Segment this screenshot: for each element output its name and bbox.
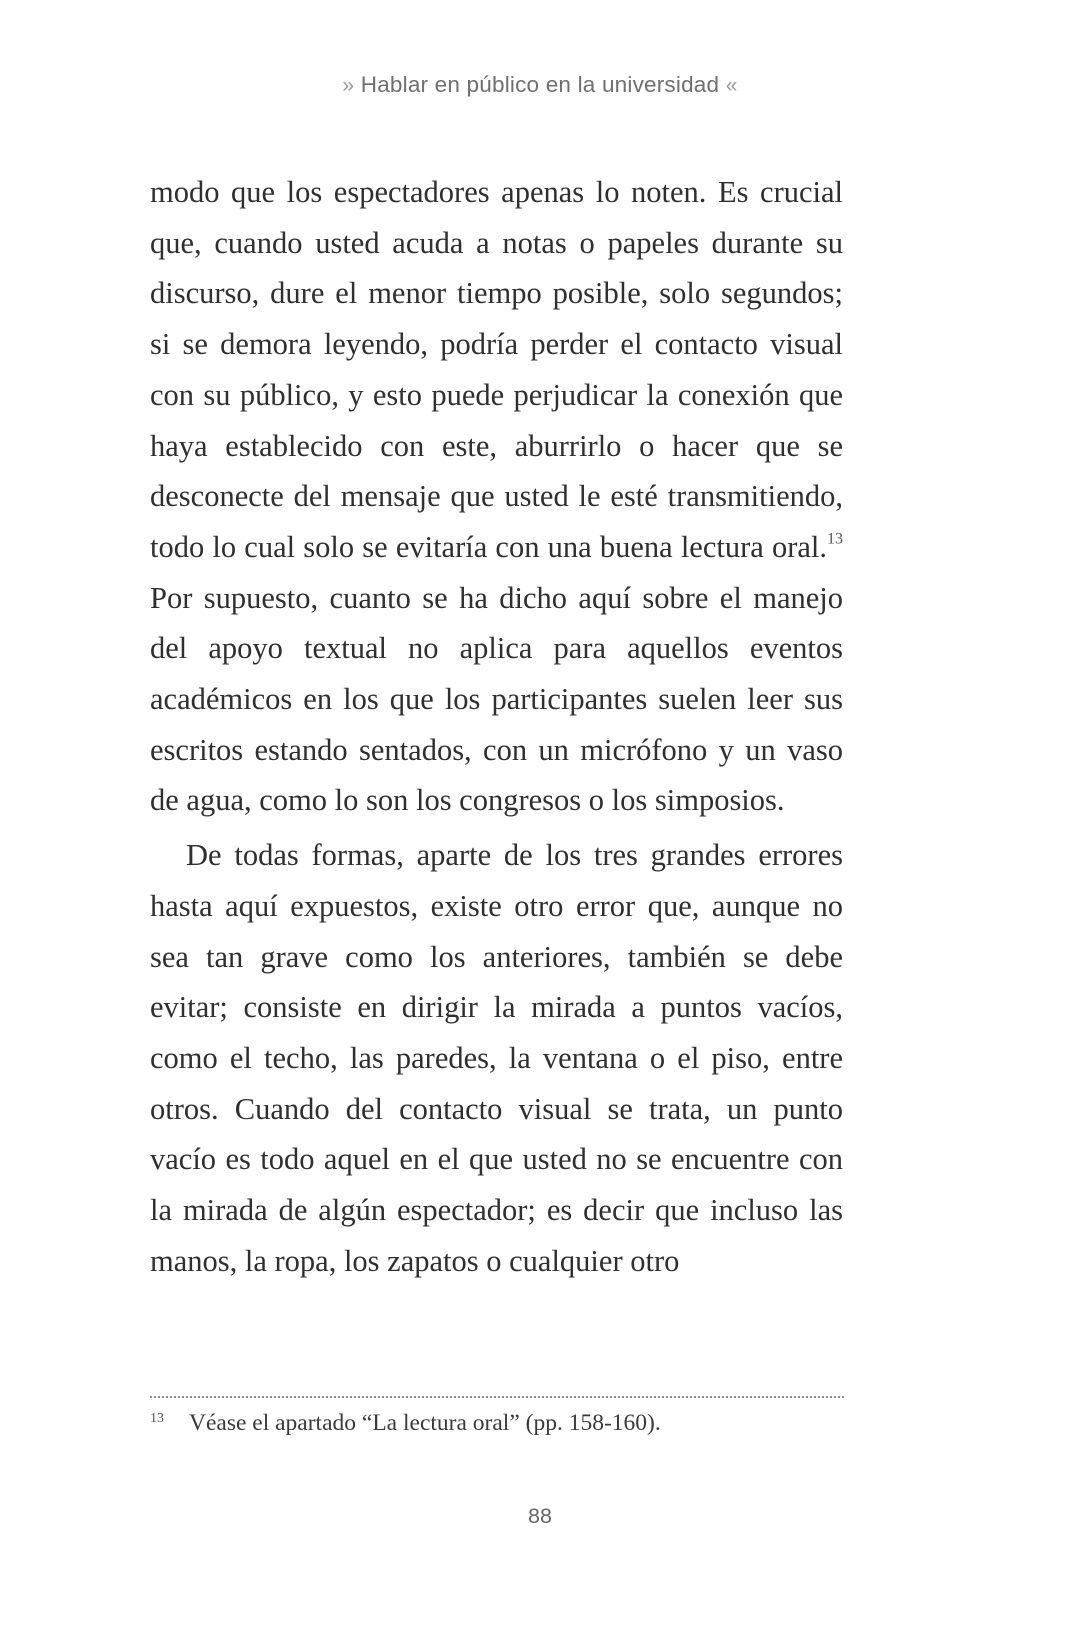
running-head <box>0 72 1080 98</box>
paragraph-1 <box>150 167 843 826</box>
running-head-close-mark: « <box>725 74 738 97</box>
paragraph-1-text-a: modo que los espectadores apenas lo noten. Es crucial que, cuando usted acuda a notas o papeles durante su discurso, dure el menor tiempo posible, solo segundos; si se demora leyendo, podría perder el contacto visual con su público, y esto puede perjudicar la conexión que haya establecido con este, aburrirlo o hacer que se desconecte del mensaje que usted le esté transmitiendo, todo lo cual solo se evitaría con una buena lectura oral. <box>150 175 843 564</box>
body-text <box>150 167 843 1286</box>
footnote-reference[interactable]: 13 <box>827 530 843 548</box>
footnote-text: Véase el apartado “La lectura oral” (pp. 158-160). <box>189 1410 661 1436</box>
page-number: 88 <box>528 1504 552 1528</box>
footnote <box>150 1410 844 1437</box>
footnote-number: 13 <box>150 1411 164 1427</box>
paragraph-1-text-b: Por supuesto, cuanto se ha dicho aquí sobre el manejo del apoyo textual no aplica para aquellos eventos académicos en los que los participantes suelen leer sus escritos estando sentados, con un micrófono y un vaso de agua, como lo son los congresos o los simposios. <box>150 580 843 818</box>
footnote-separator <box>150 1396 844 1398</box>
paragraph-2: De todas formas, aparte de los tres grandes errores hasta aquí expuestos, existe otro error que, aunque no sea tan grave como los anteriores, también se debe evitar; consiste en dirigir la mirada a puntos vacíos, como el techo, las paredes, la ventana o el piso, entre otros. Cuando del contacto visual se trata, un punto vacío es todo aquel en el que usted no se encuentre con la mirada de algún espectador; es decir que incluso las manos, la ropa, los zapatos o cualquier otro <box>150 838 843 1278</box>
running-head-title: Hablar en público en la universidad <box>360 72 720 97</box>
running-head-open-mark: » <box>342 74 355 97</box>
